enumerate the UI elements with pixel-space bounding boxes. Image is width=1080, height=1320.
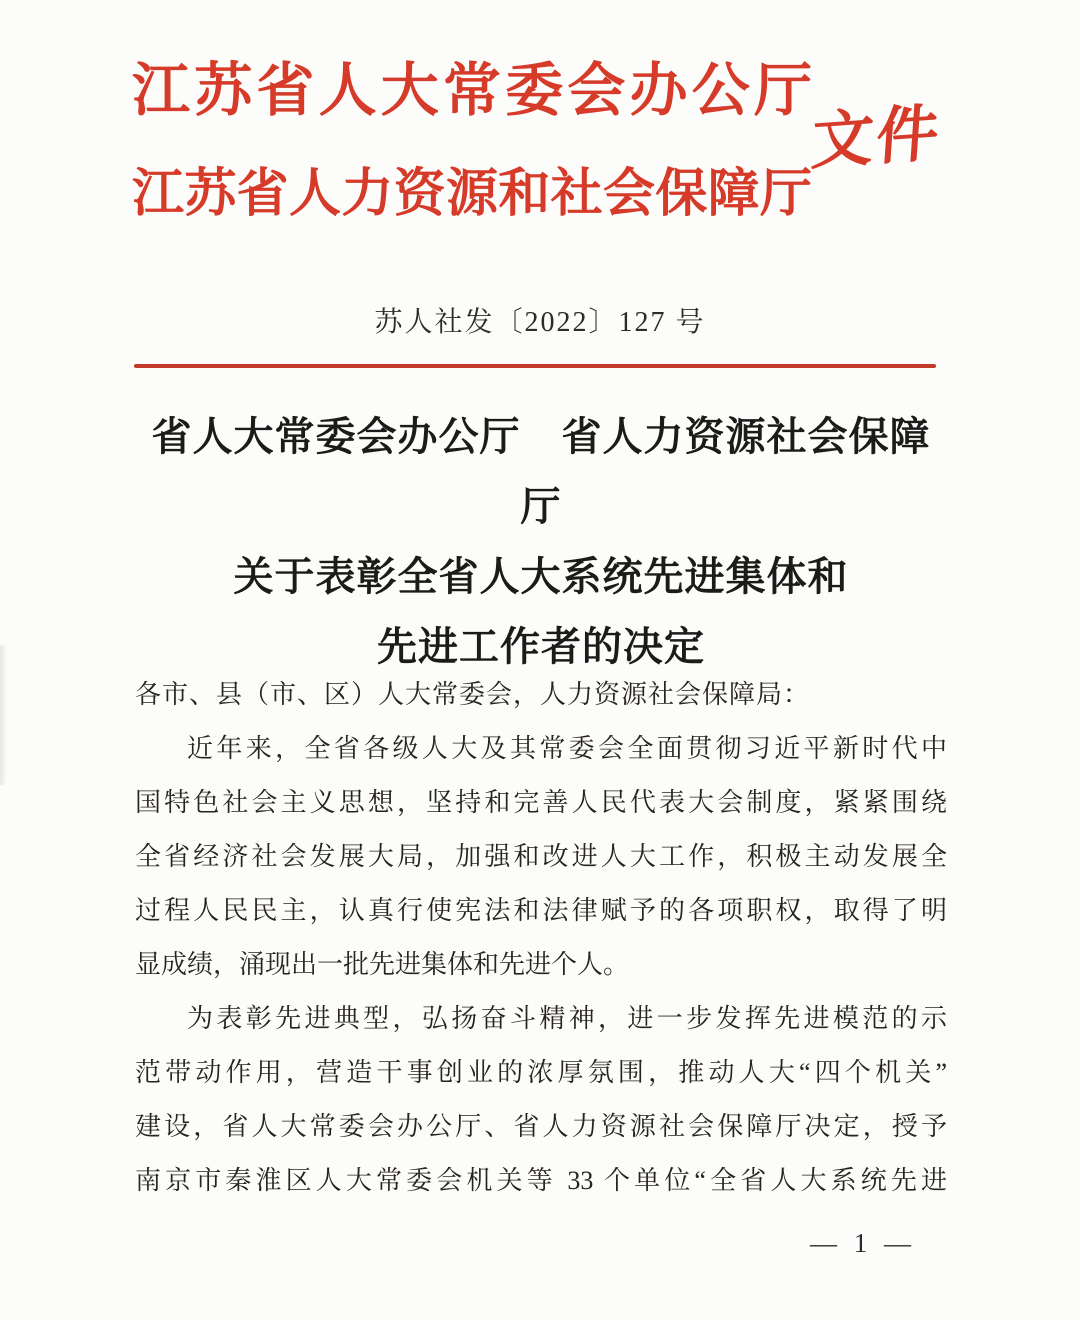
document-body bbox=[135, 668, 947, 1208]
body-line: 国特色社会主义思想，坚持和完善人民代表大会制度，紧紧围绕 bbox=[135, 788, 947, 817]
body-line: 南京市秦淮区人大常委会机关等 33 个单位“全省人大系统先进 bbox=[135, 1166, 947, 1195]
body-line: 建设，省人大常委会办公厅、省人力资源社会保障厅决定，授予 bbox=[135, 1112, 947, 1141]
body-line: 全省经济社会发展大局，加强和改进人大工作，积极主动发展全 bbox=[135, 842, 947, 871]
scan-artifact-left-edge bbox=[0, 645, 7, 785]
body-line: 范带动作用，营造干事创业的浓厚氛围，推动人大“四个机关” bbox=[135, 1058, 947, 1087]
body-paragraph-lines bbox=[135, 722, 947, 1208]
reference-number: 苏人社发〔2022〕127 号 bbox=[374, 307, 706, 338]
letterhead-divider-rule bbox=[134, 364, 936, 368]
letterhead-agency-line2: 江苏省人力资源和社会保障厅 bbox=[132, 166, 812, 223]
body-line: 为表彰先进典型，弘扬奋斗精神，进一步发挥先进模范的示 bbox=[187, 1004, 947, 1033]
body-line: 显成绩，涌现出一批先进集体和先进个人。 bbox=[135, 950, 630, 979]
salutation-line: 各市、县（市、区）人大常委会，人力资源社会保障局： bbox=[135, 680, 811, 709]
body-line: 过程人民民主，认真行使宪法和法律赋予的各项职权，取得了明 bbox=[135, 896, 947, 925]
page-number: — 1 — bbox=[810, 1228, 916, 1258]
document-title-line3: 先进工作者的决定 bbox=[377, 624, 705, 669]
body-line: 近年来，全省各级人大及其常委会全面贯彻习近平新时代中 bbox=[187, 734, 947, 763]
document-title bbox=[135, 402, 947, 682]
letterhead-doc-type-label: 文件 bbox=[809, 99, 944, 178]
document-title-line2: 关于表彰全省人大系统先进集体和 bbox=[233, 554, 849, 599]
letterhead-agency-line1: 江苏省人大常委会办公厅 bbox=[132, 58, 812, 123]
document-title-line1: 省人大常委会办公厅 省人力资源社会保障厅 bbox=[151, 414, 931, 529]
